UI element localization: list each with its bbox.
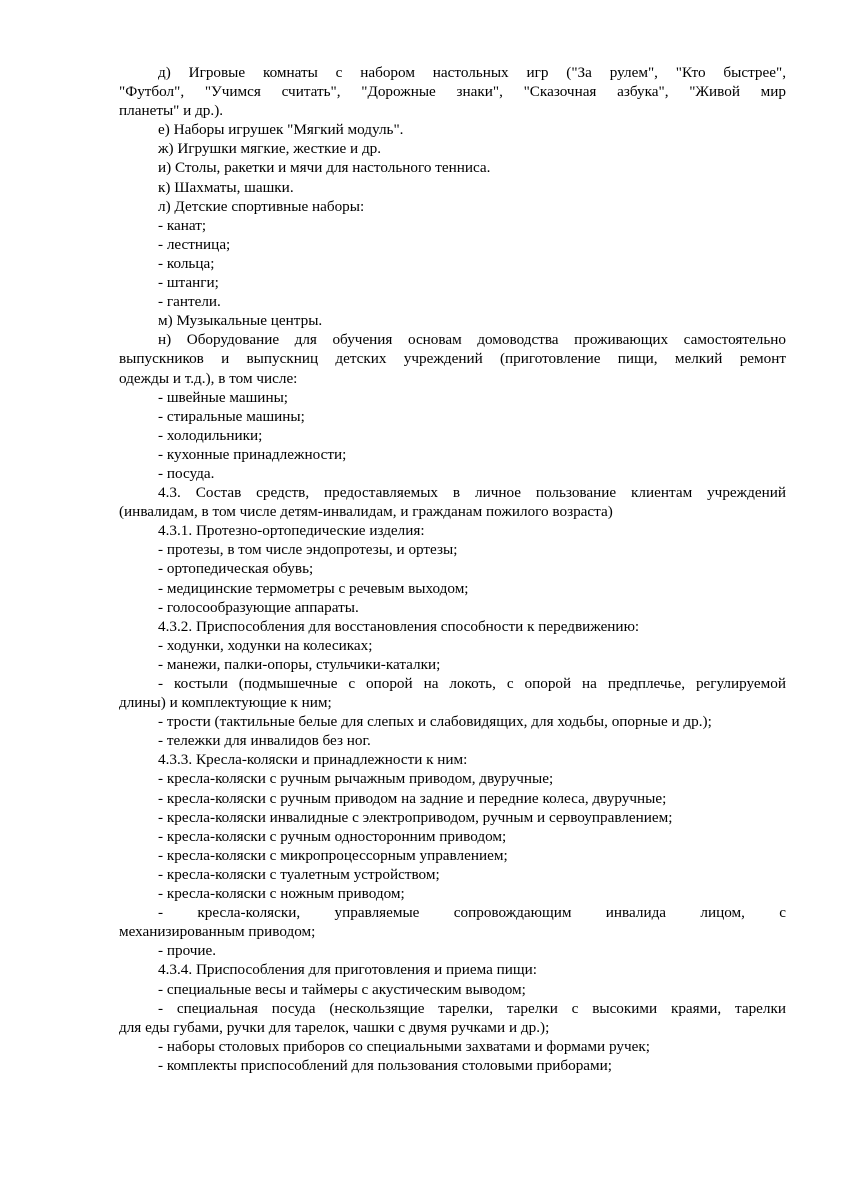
text-line: и) Столы, ракетки и мячи для настольного тенниса. (158, 159, 491, 177)
text-line: н) Оборудование для обучения основам домоводства проживающих самостоятельно (158, 331, 786, 349)
text-line: - ортопедическая обувь; (158, 560, 314, 578)
text-line: - кресла-коляски с ручным приводом на задние и передние колеса, двуручные; (158, 789, 667, 807)
text-line: одежды и т.д.), в том числе: (119, 369, 298, 387)
text-line: 4.3. Состав средств, предоставляемых в личное пользование клиентам учреждений (158, 484, 786, 502)
text-line: выпускников и выпускниц детских учреждений (приготовление пищи, мелкий ремонт (119, 350, 786, 368)
text-line: д) Игровые комнаты с набором настольных игр ("За рулем", "Кто быстрее", (158, 64, 786, 81)
text-line: - кресла-коляски с микропроцессорным управлением; (158, 846, 508, 864)
document-body (119, 63, 786, 1075)
text-line: - швейные машины; (158, 388, 288, 406)
text-line: "Футбол", "Учимся считать", "Дорожные знаки", "Сказочная азбука", "Живой мир (119, 83, 786, 101)
text-line: - тележки для инвалидов без ног. (158, 732, 371, 750)
text-line: - кресла-коляски с ручным рычажным приводом, двуручные; (158, 770, 554, 788)
text-line: - медицинские термометры с речевым выходом; (158, 579, 469, 597)
text-line: - протезы, в том числе эндопротезы, и ортезы; (158, 541, 458, 559)
text-line: м) Музыкальные центры. (158, 312, 323, 330)
text-line: - стиральные машины; (158, 407, 305, 425)
text-line: - кресла-коляски с ножным приводом; (158, 885, 405, 903)
text-line: - кресла-коляски с туалетным устройством; (158, 865, 440, 883)
text-line: 4.3.2. Приспособления для восстановления способности к передвижению: (158, 617, 640, 635)
text-line: - кресла-коляски с ручным односторонним приводом; (158, 827, 507, 845)
text-line: - комплекты приспособлений для пользования столовыми приборами; (158, 1056, 612, 1074)
text-line: - голосообразующие аппараты. (158, 598, 359, 616)
text-line: е) Наборы игрушек "Мягкий модуль". (158, 121, 404, 139)
text-line: - посуда. (158, 464, 215, 482)
text-line: - прочие. (158, 942, 217, 960)
text-line: ж) Игрушки мягкие, жесткие и др. (158, 140, 382, 158)
text-line: - трости (тактильные белые для слепых и слабовидящих, для ходьбы, опорные и др.); (158, 713, 712, 731)
text-line: - лестница; (158, 235, 231, 253)
text-line: для еды губами, ручки для тарелок, чашки с двумя ручками и др.); (119, 1018, 550, 1036)
text-line: - гантели. (158, 293, 221, 311)
text-line: л) Детские спортивные наборы: (158, 197, 365, 215)
text-line: - кольца; (158, 254, 215, 272)
text-line: - специальная посуда (нескользящие тарелки, тарелки с высокими краями, тарелки (158, 999, 786, 1017)
text-line: длины) и комплектующие к ним; (119, 694, 332, 712)
text-line: - манежи, палки-опоры, стульчики-каталки; (158, 655, 441, 673)
text-line: - ходунки, ходунки на колесиках; (158, 636, 373, 654)
text-line: - холодильники; (158, 426, 263, 444)
text-line: (инвалидам, в том числе детям-инвалидам, и гражданам пожилого возраста) (119, 503, 613, 521)
text-line: - кресла-коляски, управляемые сопровождающим инвалида лицом, с (158, 904, 786, 922)
text-line: - наборы столовых приборов со специальными захватами и формами ручек; (158, 1037, 650, 1055)
text-line: - кресла-коляски инвалидные с электроприводом, ручным и сервоуправлением; (158, 808, 673, 826)
text-line: 4.3.1. Протезно-ортопедические изделия: (158, 522, 425, 540)
text-line: - специальные весы и таймеры с акустическим выводом; (158, 980, 526, 998)
text-line: к) Шахматы, шашки. (158, 178, 294, 196)
text-line: - костыли (подмышечные с опорой на локоть, с опорой на предплечье, регулируемой (158, 675, 786, 692)
text-line: - штанги; (158, 274, 219, 292)
text-line: - кухонные принадлежности; (158, 445, 347, 463)
text-line: механизированным приводом; (119, 923, 316, 941)
text-line: - канат; (158, 216, 207, 234)
text-line: 4.3.3. Кресла-коляски и принадлежности к ним: (158, 751, 468, 769)
text-line: 4.3.4. Приспособления для приготовления и приема пищи: (158, 961, 537, 979)
text-line: планеты" и др.). (119, 102, 224, 120)
